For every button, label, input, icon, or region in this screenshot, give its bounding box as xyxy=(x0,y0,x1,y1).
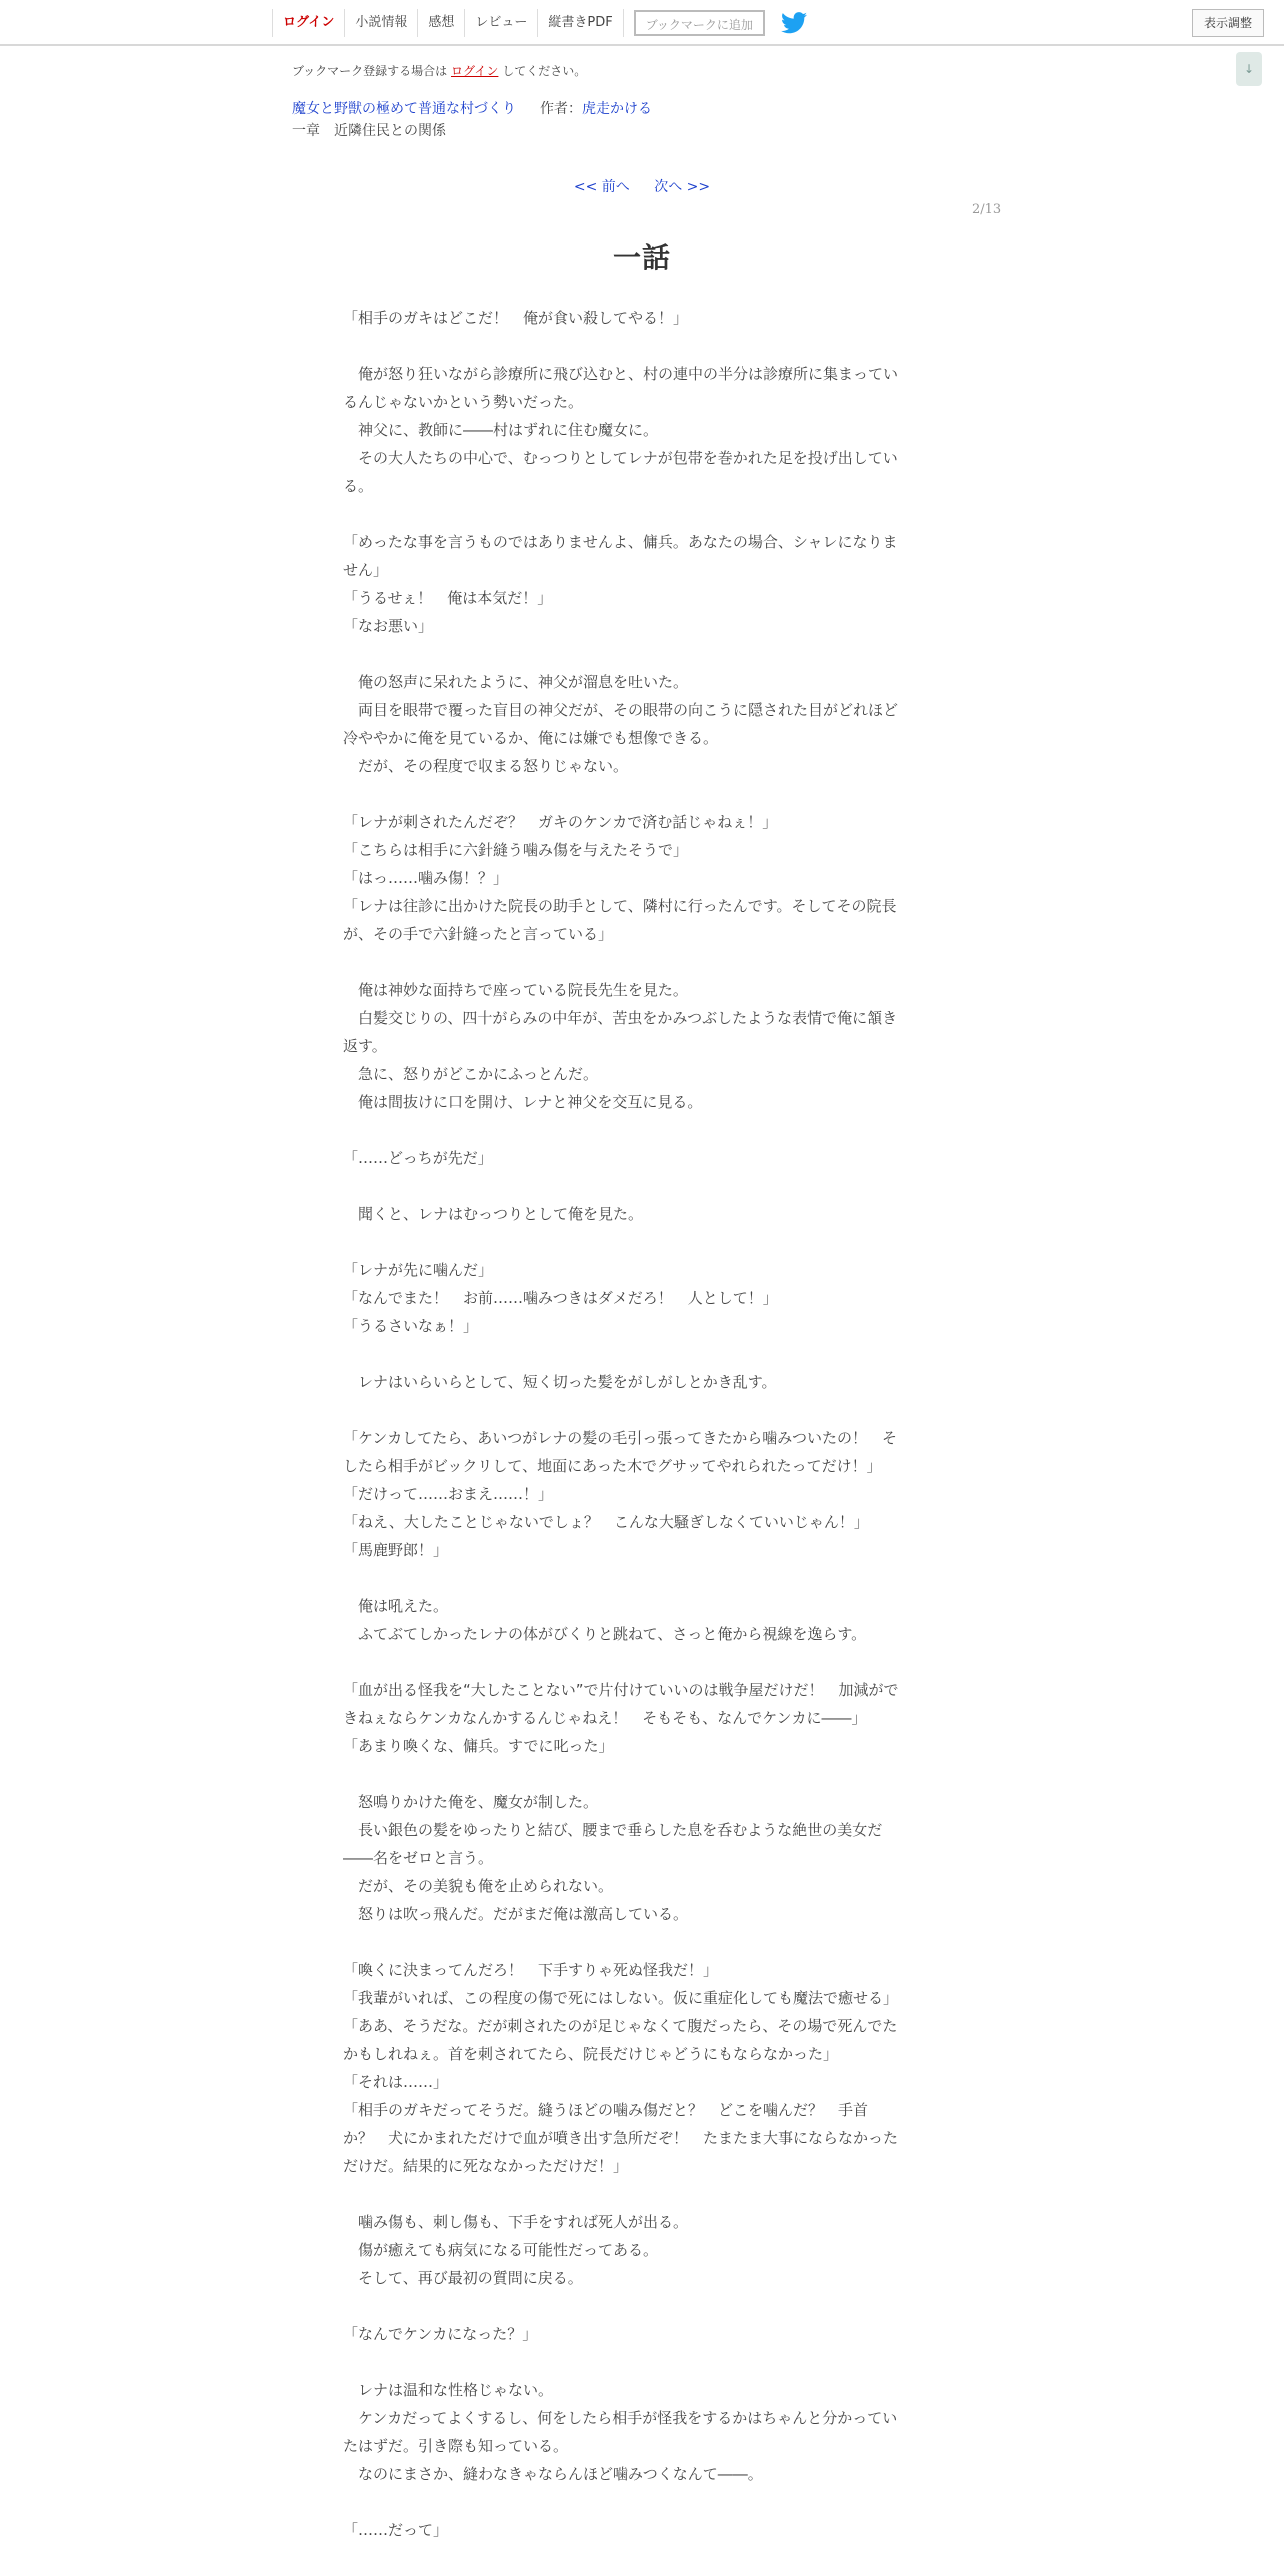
author-link[interactable]: 虎走かける xyxy=(582,101,652,117)
body-line: 「レナは往診に出かけた院長の助手として、隣村に行ったんです。そしてその院長 xyxy=(343,897,897,915)
next-episode-link[interactable]: 次へ >> xyxy=(654,179,711,195)
body-line: 冷ややかに俺を見ているか、俺には嫌でも想像できる。 xyxy=(343,729,719,747)
body-line: 「ねえ、大したことじゃないでしょ？ こんな大騒ぎしなくていいじゃん！」 xyxy=(343,1513,869,1531)
body-line: だが、その美貌も俺を止められない。 xyxy=(343,1877,614,1895)
body-line xyxy=(343,500,943,528)
body-line: 「なんでケンカになった？」 xyxy=(343,2325,538,2343)
body-line xyxy=(343,1228,943,1256)
body-line xyxy=(343,2348,943,2376)
body-line: 「なんでまた！ お前……噛みつきはダメだろ！ 人として！」 xyxy=(343,1289,778,1307)
top-navigation-bar xyxy=(0,0,1284,46)
body-line: 「馬鹿野郎！」 xyxy=(343,1541,449,1559)
body-line: だけだ。結果的に死ななかっただけだ！」 xyxy=(343,2157,629,2175)
body-line xyxy=(343,2180,943,2208)
body-line: 「相手のガキはどこだ！ 俺が食い殺してやる！」 xyxy=(343,309,689,327)
body-line: なのにまさか、縫わなきゃならんほど噛みつくなんて――。 xyxy=(343,2465,763,2483)
body-line: 怒鳴りかけた俺を、魔女が制した。 xyxy=(343,1793,599,1811)
body-line: したら相手がビックリして、地面にあった木でグサッてやれられたってだけ！」 xyxy=(343,1457,882,1475)
body-line: せん」 xyxy=(343,561,389,579)
body-line: きねぇならケンカなんかするんじゃねえ！ そもそも、なんでケンカに――」 xyxy=(343,1709,867,1727)
body-line: 「ああ、そうだな。だが刺されたのが足じゃなくて腹だったら、その場で死んでた xyxy=(343,2017,898,2035)
author-label: 作者： xyxy=(540,101,582,117)
body-line: 「レナが先に噛んだ」 xyxy=(343,1261,494,1279)
body-line: かもしれねぇ。首を刺されてたら、院長だけじゃどうにもならなかった」 xyxy=(343,2045,839,2063)
body-line xyxy=(343,1648,943,1676)
notice-login-link[interactable]: ログイン xyxy=(451,64,499,78)
body-line: 俺の怒声に呆れたように、神父が溜息を吐いた。 xyxy=(343,673,689,691)
body-line xyxy=(343,1340,943,1368)
body-line xyxy=(343,2488,943,2516)
body-line: 俺は間抜けに口を開け、レナと神父を交互に見る。 xyxy=(343,1093,703,1111)
page-number: 2/13 xyxy=(972,202,1002,217)
body-line: 「うるせぇ！ 俺は本気だ！」 xyxy=(343,589,553,607)
body-line: その大人たちの中心で、むっつりとしてレナが包帯を巻かれた足を投げ出してい xyxy=(343,449,898,467)
notice-before: ブックマーク登録する場合は xyxy=(292,64,448,78)
body-line xyxy=(343,640,943,668)
nav-login[interactable]: ログイン xyxy=(272,9,344,37)
body-line: 「血が出る怪我を“大したことない”で片付けていいのは戦争屋だけだ！ 加減がで xyxy=(343,1681,899,1699)
body-line: レナは温和な性格じゃない。 xyxy=(343,2381,554,2399)
body-line xyxy=(343,2292,943,2320)
display-settings-button[interactable]: 表示調整 xyxy=(1192,9,1264,37)
add-bookmark-button[interactable]: ブックマークに追加 xyxy=(634,10,765,36)
body-line: 「ケンカしてたら、あいつがレナの髪の毛引っ張ってきたから噛みついたの！ そ xyxy=(343,1429,897,1447)
body-line: が、その手で六針縫ったと言っている」 xyxy=(343,925,614,943)
body-line: 白髪交じりの、四十がらみの中年が、苦虫をかみつぶしたような表情で俺に頷き xyxy=(343,1009,898,1027)
body-line xyxy=(343,1760,943,1788)
body-line xyxy=(343,1564,943,1592)
body-line: 「我輩がいれば、この程度の傷で死にはしない。仮に重症化しても魔法で癒せる」 xyxy=(343,1989,899,2007)
body-line: そして、再び最初の質問に戻る。 xyxy=(343,2269,583,2287)
body-line: 「それは……」 xyxy=(343,2073,449,2091)
author-info xyxy=(540,98,652,118)
twitter-bird-icon[interactable] xyxy=(781,12,807,34)
body-line xyxy=(343,1928,943,1956)
body-line: 神父に、教師に――村はずれに住む魔女に。 xyxy=(343,421,659,439)
body-line: る。 xyxy=(343,477,374,495)
novel-body-text xyxy=(343,304,943,2544)
body-line: 俺は吼えた。 xyxy=(343,1597,449,1615)
body-line: か？ 犬にかまれただけで血が噴き出す急所だぞ！ たまたま大事にならなかった xyxy=(343,2129,899,2147)
body-line: 「だけって……おまえ……！」 xyxy=(343,1485,554,1503)
body-line xyxy=(343,1172,943,1200)
body-line xyxy=(343,332,943,360)
body-line: 「レナが刺されたんだぞ？ ガキのケンカで済む話じゃねぇ！」 xyxy=(343,813,778,831)
novel-title-link[interactable]: 魔女と野獣の極めて普通な村づくり xyxy=(292,101,516,117)
body-line: 「うるさいなぁ！」 xyxy=(343,1317,479,1335)
body-line: 俺が怒り狂いながら診療所に飛び込むと、村の連中の半分は診療所に集まってい xyxy=(343,365,899,383)
body-line: 長い銀色の髪をゆったりと結び、腰まで垂らした息を呑むような絶世の美女だ xyxy=(343,1821,883,1839)
prev-episode-link[interactable]: << 前へ xyxy=(573,179,630,195)
body-line: 「めったな事を言うものではありませんよ、傭兵。あなたの場合、シャレになりま xyxy=(343,533,898,551)
episode-pager xyxy=(0,176,1284,196)
body-line: 「なお悪い」 xyxy=(343,617,434,635)
body-line: ケンカだってよくするし、何をしたら相手が怪我をするかはちゃんと分かってい xyxy=(343,2409,898,2427)
body-line: 「……だって」 xyxy=(343,2521,449,2539)
nav-novel-info[interactable]: 小説情報 xyxy=(344,9,417,37)
body-line xyxy=(343,780,943,808)
body-line: 俺は神妙な面持ちで座っている院長先生を見た。 xyxy=(343,981,688,999)
body-line: 怒りは吹っ飛んだ。だがまだ俺は激高している。 xyxy=(343,1905,689,1923)
nav-review[interactable]: レビュー xyxy=(464,9,537,37)
bookmark-login-notice xyxy=(292,62,586,79)
body-line: 聞くと、レナはむっつりとして俺を見た。 xyxy=(343,1205,644,1223)
body-line: 「喚くに決まってんだろ！ 下手すりゃ死ぬ怪我だ！」 xyxy=(343,1961,719,1979)
chapter-title: 一章 近隣住民との関係 xyxy=(292,123,446,139)
body-line: 傷が癒えても病気になる可能性だってある。 xyxy=(343,2241,659,2259)
body-line: 両目を眼帯で覆った盲目の神父だが、その眼帯の向こうに隠された目がどれほど xyxy=(343,701,899,719)
body-line: 返す。 xyxy=(343,1037,387,1055)
body-line: たはずだ。引き際も知っている。 xyxy=(343,2437,569,2455)
body-line: 噛み傷も、刺し傷も、下手をすれば死人が出る。 xyxy=(343,2213,689,2231)
body-line: ――名をゼロと言う。 xyxy=(343,1849,494,1867)
body-line xyxy=(343,1396,943,1424)
nav-vertical-pdf[interactable]: 縦書きPDF xyxy=(537,9,623,37)
nav-menu xyxy=(272,9,807,37)
body-line xyxy=(343,1116,943,1144)
body-line: 「こちらは相手に六針縫う噛み傷を与えたそうで」 xyxy=(343,841,689,859)
scroll-down-tab[interactable]: ↓ xyxy=(1236,52,1262,86)
body-line: 「あまり喚くな、傭兵。すでに叱った」 xyxy=(343,1737,614,1755)
nav-impressions[interactable]: 感想 xyxy=(417,9,464,37)
body-line: ふてぶてしかったレナの体がびくりと跳ねて、さっと俺から視線を逸らす。 xyxy=(343,1625,867,1643)
body-line: るんじゃないかという勢いだった。 xyxy=(343,393,584,411)
body-line: だが、その程度で収まる怒りじゃない。 xyxy=(343,757,629,775)
body-line: レナはいらいらとして、短く切った髪をがしがしとかき乱す。 xyxy=(343,1373,777,1391)
notice-after: してください。 xyxy=(502,64,587,78)
episode-title: 一話 xyxy=(612,241,671,274)
body-line xyxy=(343,948,943,976)
body-line: 「はっ……噛み傷！？」 xyxy=(343,869,509,887)
body-line: 「相手のガキだってそうだ。縫うほどの噛み傷だと？ どこを噛んだ？ 手首 xyxy=(343,2101,869,2119)
body-line: 「……どっちが先だ」 xyxy=(343,1149,493,1167)
body-line: 急に、怒りがどこかにふっとんだ。 xyxy=(343,1065,599,1083)
